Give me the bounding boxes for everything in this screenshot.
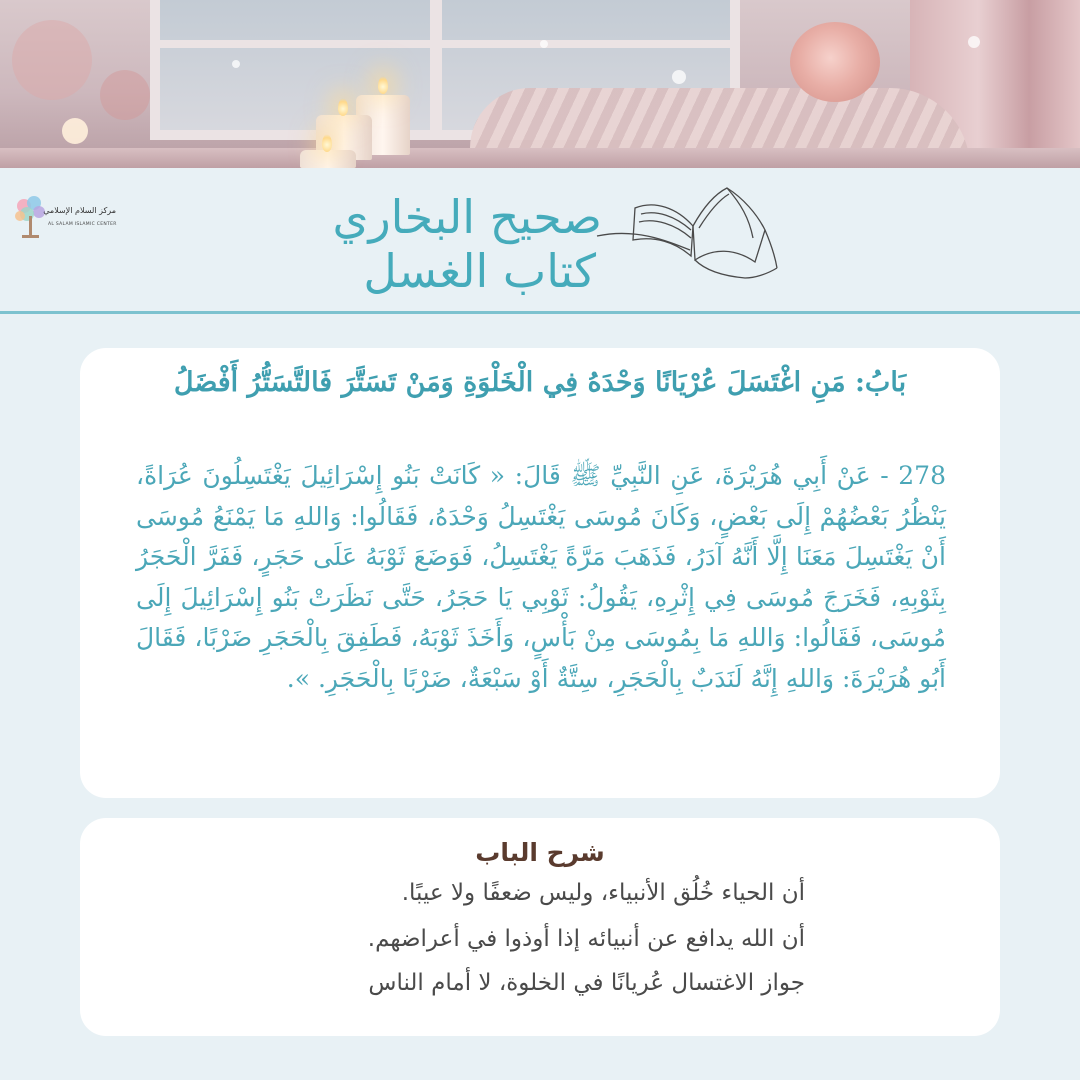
explanation-card xyxy=(80,818,1000,1036)
center-name-arabic: مركز السلام الإسلامي xyxy=(43,206,116,215)
bokeh-light xyxy=(540,40,548,48)
hadith-card xyxy=(80,348,1000,798)
explanation-point: أن الله يدافع عن أنبيائه إذا أوذوا في أعراضهم. xyxy=(367,926,805,952)
chapter-heading: بَابُ: مَنِ اغْتَسَلَ عُرْيَانًا وَحْدَهُ فِي الْخَلْوَةِ وَمَنْ تَسَتَّرَ فَالتَّسَتُّرُ أَفْضَلُ xyxy=(173,367,907,398)
hero-photo xyxy=(0,0,1080,168)
candle-flame xyxy=(322,134,332,152)
tree-logo-icon xyxy=(12,192,48,240)
window-sill xyxy=(0,148,1080,168)
bokeh-light xyxy=(232,60,240,68)
header xyxy=(0,168,1080,314)
candle-flame xyxy=(338,98,348,116)
candle xyxy=(300,150,356,168)
bokeh-light xyxy=(968,36,980,48)
bokeh-light xyxy=(12,20,92,100)
rose xyxy=(790,22,880,102)
explanation-point: أن الحياء خُلُق الأنبياء، وليس ضعفًا ولا عيبًا. xyxy=(401,880,805,906)
bokeh-light xyxy=(62,118,88,144)
bokeh-light xyxy=(100,70,150,120)
window-mullion xyxy=(160,40,730,48)
book-title: صحيح البخاري xyxy=(332,190,602,244)
center-logo xyxy=(12,192,117,248)
open-book-icon xyxy=(595,178,785,288)
explanation-point: جواز الاغتسال عُريانًا في الخلوة، لا أمام الناس xyxy=(368,970,805,996)
hadith-text: 278 - عَنْ أَبِي هُرَيْرَةَ، عَنِ النَّبِيِّ ﷺ قَالَ: « كَانَتْ بَنُو إِسْرَائِيلَ يَغْتَسِلُونَ عُرَاةً، يَنْظُرُ بَعْضُهُمْ إِلَى بَعْضٍ، وَكَانَ مُوسَى يَغْتَسِلُ وَحْدَهُ، فَقَالُوا: وَاللهِ مَا يَمْنَعُ مُوسَى أَنْ يَغْتَسِلَ مَعَنَا إِلَّا أَنَّهُ آدَرُ، فَذَهَبَ مَرَّةً يَغْتَسِلُ، فَوَضَعَ ثَوْبَهُ عَلَى حَجَرٍ، فَفَرَّ الْحَجَرُ بِثَوْبِهِ، فَخَرَجَ مُوسَى فِي إِثْرِهِ، يَقُولُ: ثَوْبِي يَا حَجَرُ، حَتَّى نَظَرَتْ بَنُو إِسْرَائِيلَ إِلَى مُوسَى، فَقَالُوا: وَاللهِ مَا بِمُوسَى مِنْ بَأْسٍ، وَأَخَذَ ثَوْبَهُ، فَطَفِقَ بِالْحَجَرِ ضَرْبًا، فَقَالَ أَبُو هُرَيْرَةَ: وَاللهِ إِنَّهُ لَنَدَبٌ بِالْحَجَرِ، سِتَّةٌ أَوْ سَبْعَةٌ، ضَرْبًا بِالْحَجَرِ. ». xyxy=(136,461,946,693)
explanation-title: شرح الباب xyxy=(475,838,605,867)
candle-flame xyxy=(378,76,388,94)
window-mullion xyxy=(430,0,442,130)
bokeh-light xyxy=(672,70,686,84)
center-name-english: AL SALAM ISLAMIC CENTER xyxy=(48,222,117,227)
chapter-book-title: كتاب الغسل xyxy=(363,244,596,298)
